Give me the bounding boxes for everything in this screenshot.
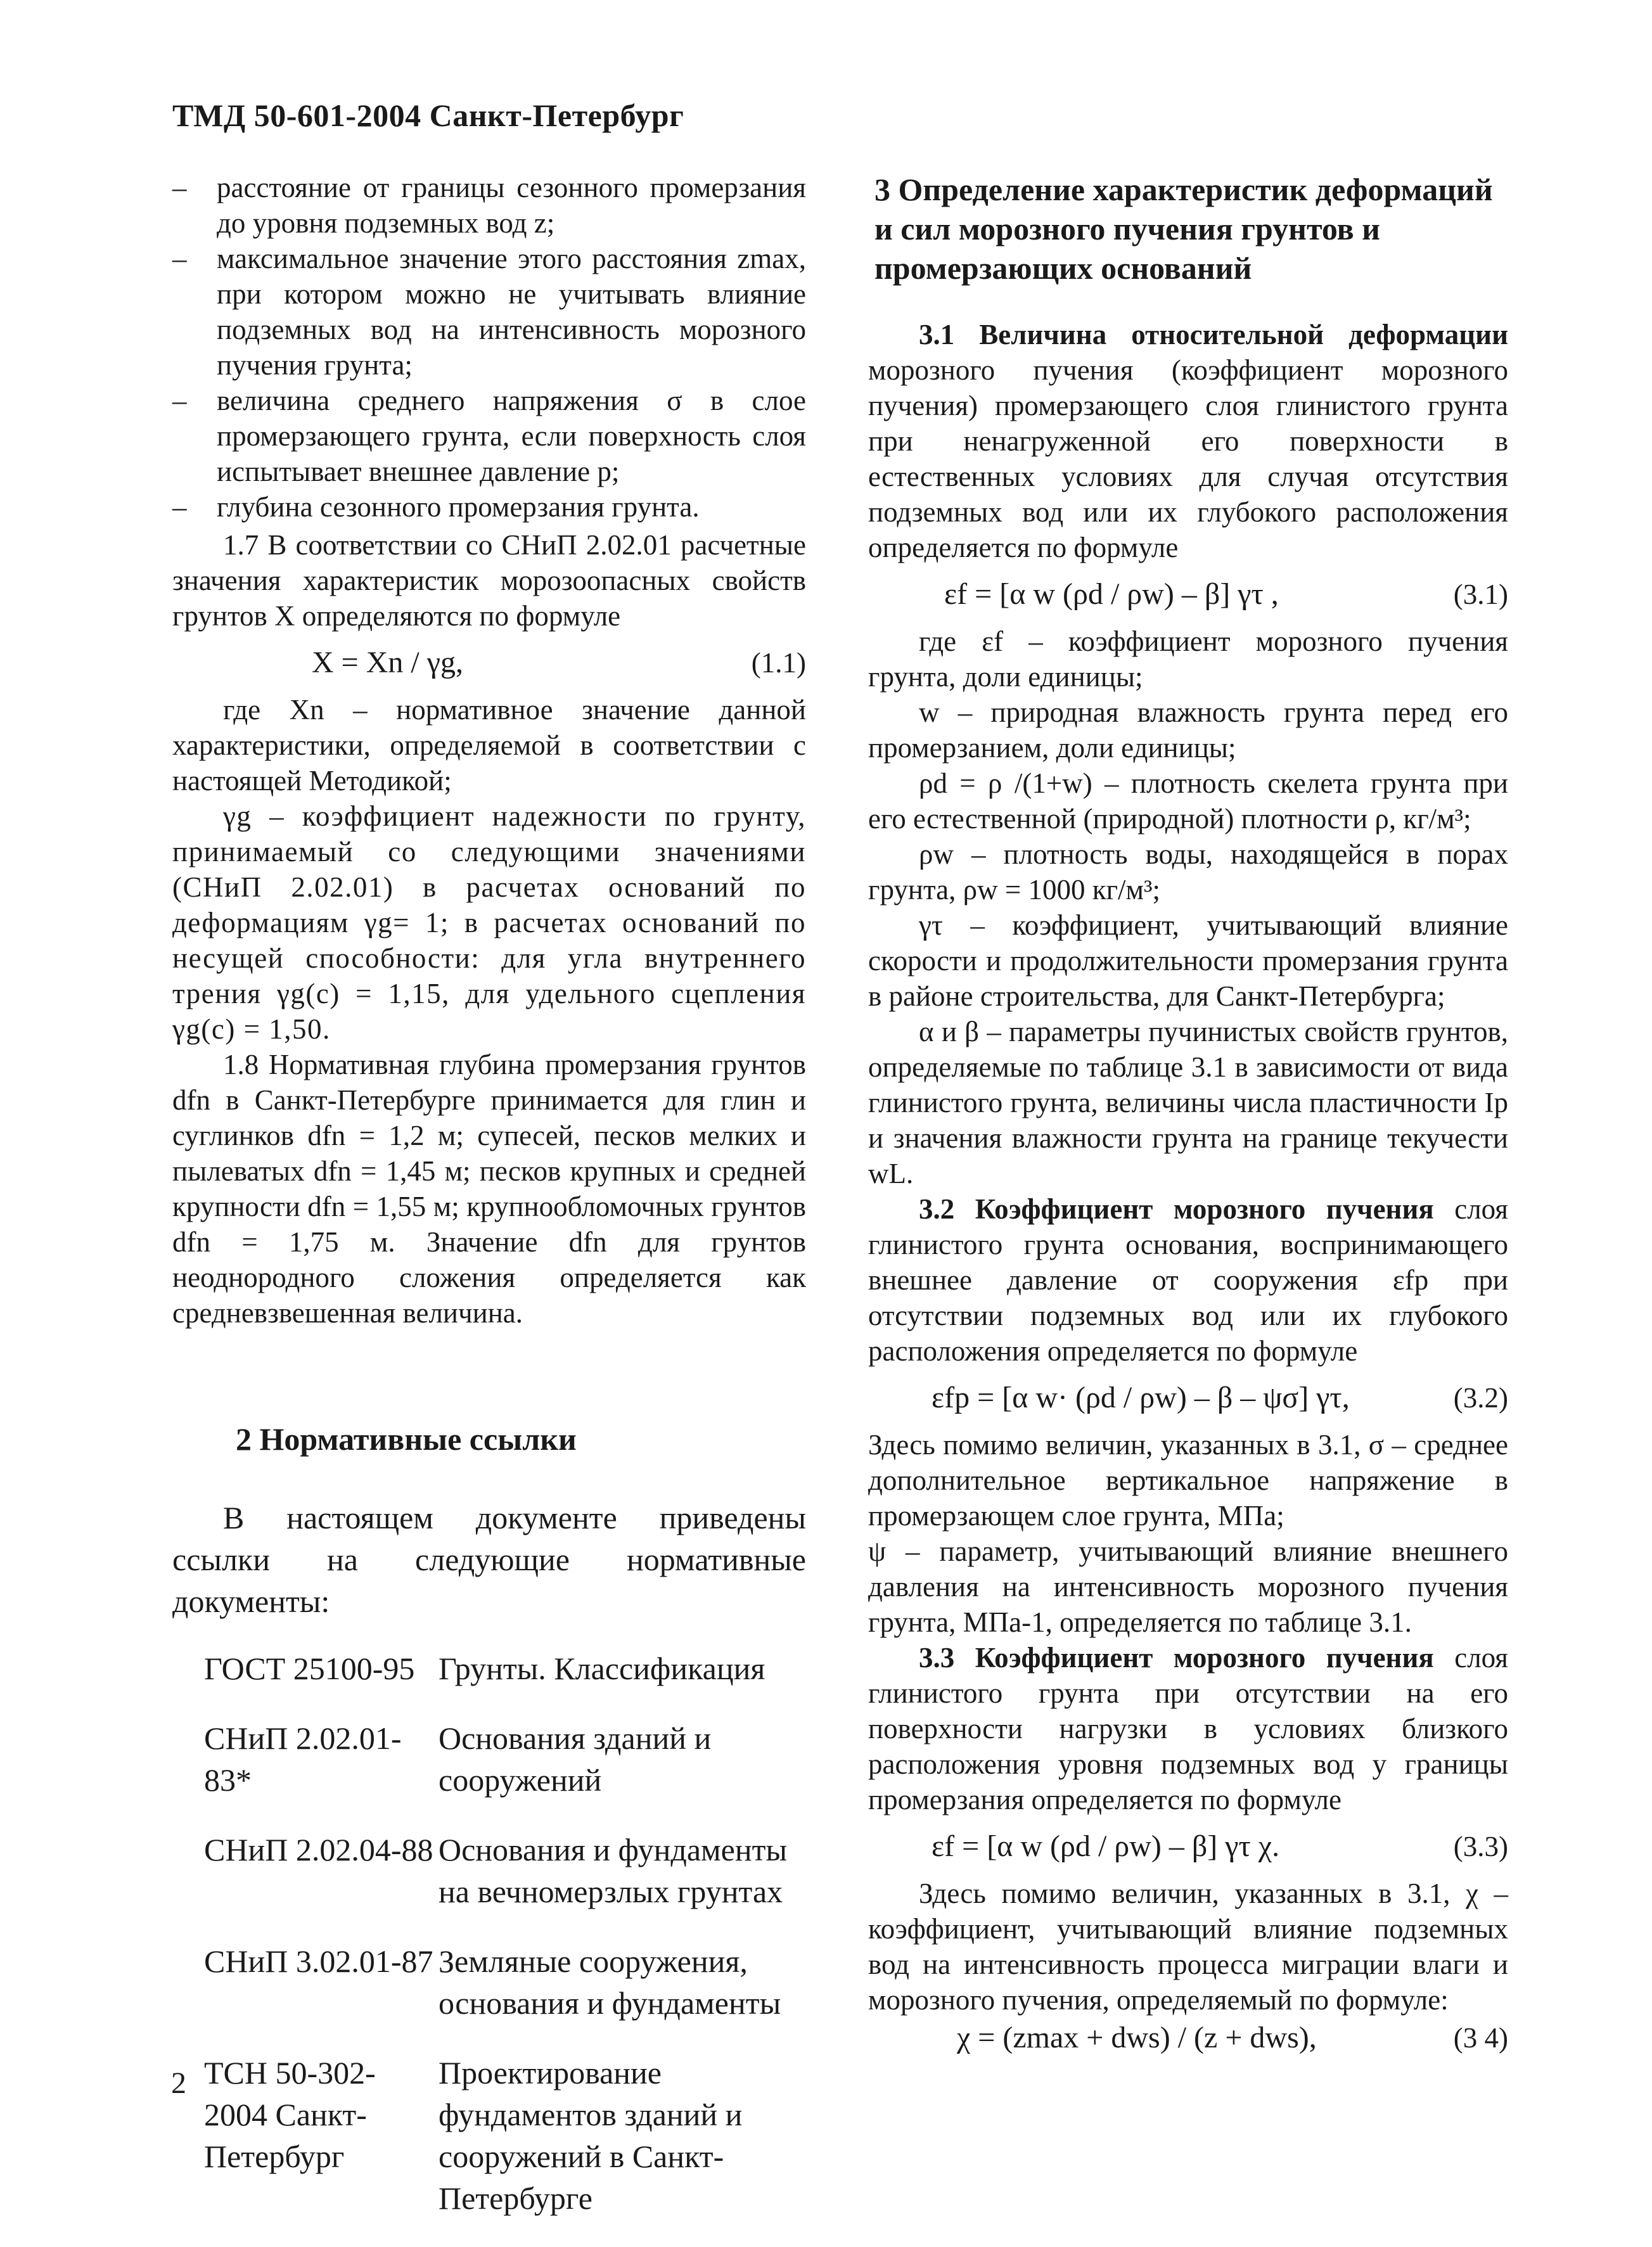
paragraph-3-2-note-2: ψ – параметр, учитывающий влияние внешнего давления на интенсивность морозного пучения грунта, МПа-1, определяется по таблице 3.1. (868, 1535, 1508, 1638)
paragraph-3-1-body: морозного пучения (коэффициент морозного пучения) промерзающего слоя глинистого грунта при ненагруженной его поверхности в естественных условиях для случая отсутствия подземных вод или их глубокого расположения определяется по формуле (868, 354, 1508, 563)
list-item: – максимальное значение этого расстояния zmax, при котором можно не учитывать влияние подземных вод на интенсивность морозного пучения грунта; (172, 241, 806, 383)
section-2-intro: В настоящем документе приведены ссылки на следующие нормативные документы: (172, 1500, 806, 1619)
formula-number: (3.2) (1453, 1382, 1508, 1414)
reference-title: Земляные сооружения, основания и фундаменты (439, 1943, 781, 2021)
formula-expression: χ = (zmax + dws) / (z + dws), (957, 2021, 1317, 2054)
document-header: ТМД 50-601-2004 Санкт-Петербург (172, 98, 684, 133)
reference-code: ТСН 50-302-2004 Санкт-Петербург (204, 2055, 376, 2174)
list-item: – расстояние от границы сезонного промерзания до уровня подземных вод z; (172, 170, 806, 241)
list-item: – глубина сезонного промерзания грунта. (172, 489, 806, 525)
reference-title: Основания и фундаменты на вечномерзлых грунтах (439, 1832, 788, 1909)
formula-expression: εf = [α w (ρd / ρw) – β] γτ , (944, 577, 1279, 611)
paragraph-3-3-body: слоя глинистого грунта при отсутствии на его поверхности нагрузки в условиях близкого расположения уровня подземных вод у границы промерзания определяется по формуле (868, 1642, 1509, 1815)
paragraph-3-3 (868, 1640, 1508, 1817)
formula-number: (3 4) (1453, 2022, 1508, 2054)
reference-code: СНиП 3.02.01-87 (204, 1943, 433, 1979)
page-number: 2 (171, 2066, 186, 2100)
section-3-title: 3 Определение характеристик деформаций и сил морозного пучения грунтов и промерзающих оснований (874, 172, 1493, 286)
definition-item: w – природная влажность грунта перед его промерзанием, доли единицы; (868, 696, 1508, 764)
formula-number: (3.3) (1453, 1831, 1508, 1862)
paragraph-3-1 (868, 317, 1508, 565)
references-table (172, 1648, 806, 2219)
formula-number: (1.1) (751, 647, 806, 679)
reference-row (172, 2052, 806, 2219)
formula-3-2 (868, 1380, 1508, 1416)
definition-item: α и β – параметры пучинистых свойств грунтов, определяемые по таблице 3.1 в зависимости от вида глинистого грунта, величины числа пластичности Ip и значения влажности грунта на границе текучести wL. (868, 1016, 1508, 1189)
paragraph-3-3-note: Здесь помимо величин, указанных в 3.1, χ – коэффициент, учитывающий влияние подземных вод на интенсивность процесса миграции влаги и морозного пучения, определяемый по формуле: (868, 1878, 1508, 2016)
paragraph-3-3-lead: 3.3 Коэффициент морозного пучения (919, 1642, 1434, 1674)
parameter-list (172, 170, 806, 525)
definition-item: γτ – коэффициент, учитывающий влияние скорости и продолжительности промерзания грунта в районе строительства, для Санкт-Петербурга; (868, 909, 1508, 1012)
definition-item: где εf – коэффициент морозного пучения грунта, доли единицы; (868, 625, 1508, 693)
definition-gamma-g: γg – коэффициент надежности по грунту, принимаемый со следующими значениями (СНиП 2.02.01) в расчетах оснований по деформациям γg= 1; в расчетах оснований по несущей способности: для угла внутреннего трения γg(c) = 1,15, для удельного сцепления γg(c) = 1,50. (172, 800, 806, 1045)
definition-item: ρw – плотность воды, находящейся в порах грунта, ρw = 1000 кг/м³; (868, 838, 1508, 906)
definition-item: ρd = ρ /(1+w) – плотность скелета грунта при его естественной (природной) плотности ρ, кг/м³; (868, 767, 1508, 835)
reference-title: Проектирование фундаментов зданий и сооружений в Санкт-Петербурге (439, 2055, 743, 2216)
formula-expression: εf = [α w (ρd / ρw) – β] γτ χ. (932, 1829, 1280, 1863)
paragraph-3-2 (868, 1191, 1508, 1369)
formula-expression: X = Xn / γg, (312, 646, 463, 679)
formula-1-1 (172, 645, 806, 681)
paragraph-3-2-lead: 3.2 Коэффициент морозного пучения (919, 1193, 1434, 1225)
paragraph-3-2-body: слоя глинистого грунта основания, воспринимающего внешнее давление от сооружения εfp при отсутствии подземных вод или их глубокого расположения определяется по формуле (868, 1193, 1509, 1367)
list-item: – величина среднего напряжения σ в слое промерзающего грунта, если поверхность слоя испытывает внешнее давление p; (172, 383, 806, 489)
reference-code: ГОСТ 25100-95 (204, 1651, 415, 1686)
section-2-title: 2 Нормативные ссылки (236, 1421, 577, 1457)
reference-row (172, 1648, 806, 1689)
definition-xn: где Xn – нормативное значение данной характеристики, определяемой в соответствии с настоящей Методикой; (172, 694, 806, 797)
paragraph-3-1-lead: 3.1 Величина относительной деформации (919, 319, 1508, 350)
right-column (868, 170, 1508, 2067)
formula-3-4 (868, 2020, 1508, 2056)
formula-3-1 (868, 577, 1508, 612)
reference-title: Грунты. Классификация (439, 1651, 765, 1686)
formula-expression: εfp = [α w· (ρd / ρw) – β – ψσ] γτ, (932, 1381, 1350, 1414)
paragraph-1-7: 1.7 В соответствии со СНиП 2.02.01 расчетные значения характеристик морозоопасных свойств грунтов X определяются по формуле (172, 529, 806, 632)
paragraph-1-8: 1.8 Нормативная глубина промерзания грунтов dfn в Санкт-Петербурге принимается для глин и суглинков dfn = 1,2 м; супесей, песков мелких и пылеватых dfn = 1,45 м; песков крупных и средней крупности dfn = 1,55 м; крупнообломочных грунтов dfn = 1,75 м. Значение dfn для грунтов неоднородного сложения определяется как средневзвешенная величина. (172, 1049, 806, 1329)
formula-number: (3.1) (1453, 579, 1508, 610)
left-column (172, 170, 806, 2247)
reference-code: СНиП 2.02.04-88 (204, 1832, 433, 1867)
reference-title: Основания зданий и сооружений (439, 1720, 712, 1798)
reference-row (172, 1829, 806, 1912)
reference-row (172, 1717, 806, 1801)
reference-row (172, 1940, 806, 2024)
formula-3-3 (868, 1829, 1508, 1864)
paragraph-3-2-note-1: Здесь помимо величин, указанных в 3.1, σ – среднее дополнительное вертикальное напряжение в промерзающем слое грунта, МПа; (868, 1429, 1508, 1532)
reference-code: СНиП 2.02.01-83* (204, 1720, 402, 1798)
